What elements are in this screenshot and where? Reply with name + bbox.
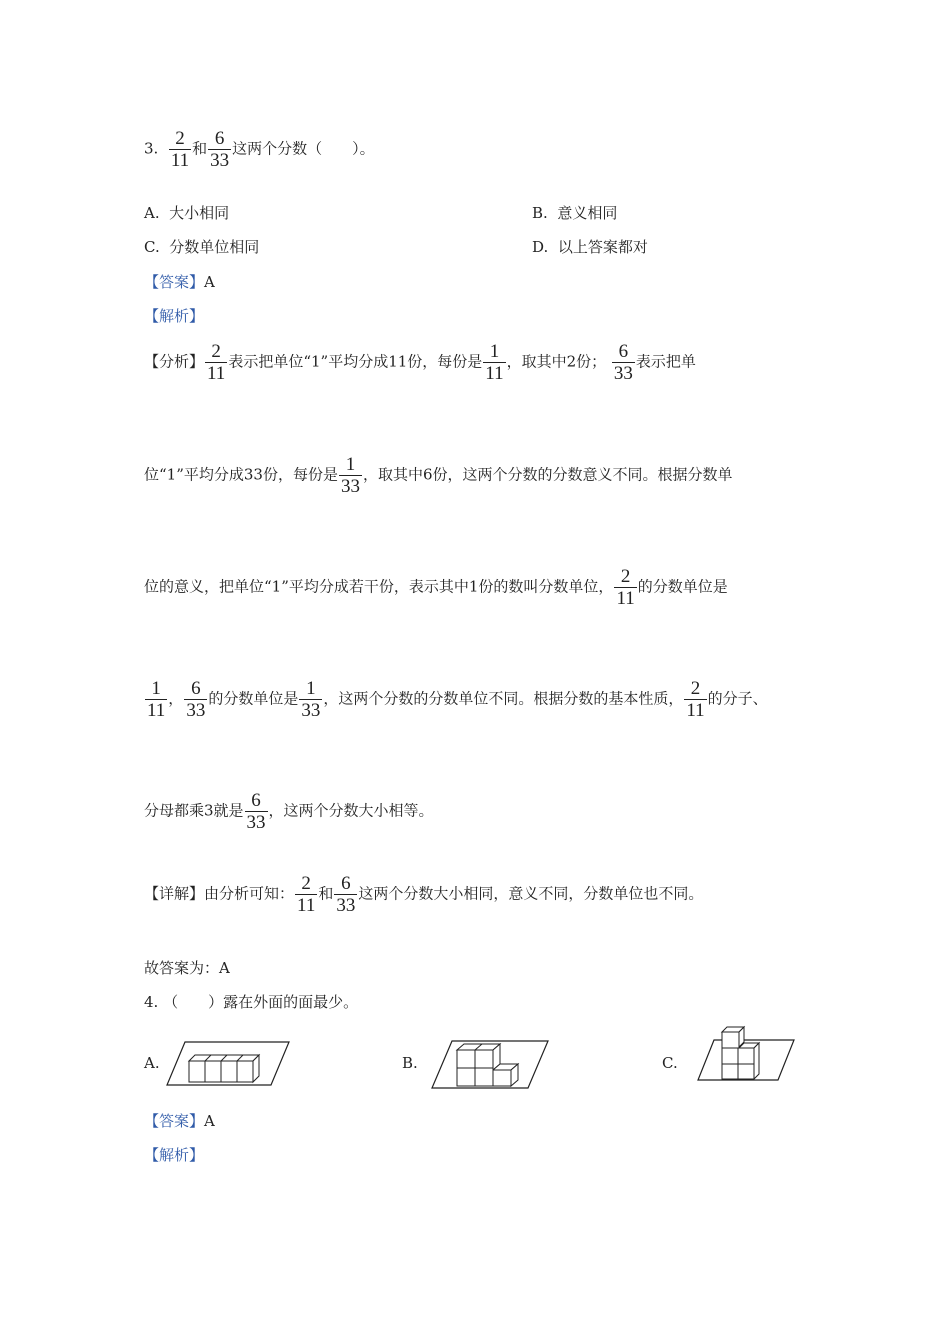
q3-analysis-line5: 分母都乘3就是 $\frac{6}{33}$ ，这两个分数大小相等。 — [144, 790, 434, 833]
q3-option-a[interactable]: A. 大小相同 — [144, 204, 230, 222]
q4-figure-b — [430, 1038, 552, 1092]
q3-option-c[interactable]: C. 分数单位相同 — [144, 238, 260, 256]
q3-detail: 【详解】由分析可知： $\frac{2}{11}$ 和 $\frac{6}{33}$ 这两个分数大小相同，意义不同，分数单位也不同。 — [144, 873, 704, 916]
fraction: $\frac{6}{33}$ — [246, 790, 266, 833]
q4-option-c-label[interactable]: C. — [662, 1054, 678, 1072]
fraction: $\frac{1}{33}$ — [340, 454, 360, 497]
fraction: $\frac{6}{33}$ — [186, 678, 206, 721]
fraction: $\frac{2}{11}$ — [170, 128, 190, 171]
fraction: $\frac{1}{33}$ — [301, 678, 321, 721]
q3-jiexi: 【解析】 — [144, 307, 205, 325]
q4-option-a-label[interactable]: A. — [144, 1054, 160, 1072]
fraction: $\frac{6}{33}$ — [613, 341, 633, 384]
q3-number: 3. — [144, 139, 159, 158]
q4-option-b-label[interactable]: B. — [402, 1054, 418, 1072]
fraction: $\frac{1}{11}$ — [147, 678, 166, 721]
q3-option-b[interactable]: B. 意义相同 — [532, 204, 618, 222]
q3-answer: 【答案】A — [144, 273, 215, 291]
fraction: $\frac{2}{11}$ — [686, 678, 705, 721]
q4-answer: 【答案】A — [144, 1112, 215, 1130]
fraction: $\frac{6}{33}$ — [336, 873, 356, 916]
q3-conclusion: 故答案为：A — [144, 959, 230, 977]
fraction: $\frac{6}{33}$ — [210, 128, 230, 171]
q3-analysis-line1: 【分析】 $\frac{2}{11}$ 表示把单位“1”平均分成11份，每份是 $\frac{1}{11}$ ，取其中2份； $\frac{6}{33}$ 表示把单 — [144, 341, 696, 384]
fraction: $\frac{2}{11}$ — [616, 566, 635, 609]
fraction: $\frac{2}{11}$ — [207, 341, 226, 384]
fraction: $\frac{2}{11}$ — [297, 873, 316, 916]
q4-figure-a — [165, 1040, 295, 1088]
q3-analysis-line4: $\frac{1}{11}$ ， $\frac{6}{33}$ 的分数单位是 $\frac{1}{33}$ ，这两个分数的分数单位不同。根据分数的基本性质， $\frac{2}{11}$ 的分子、 — [147, 678, 768, 721]
q3-analysis-line2: 位“1”平均分成33份，每份是 $\frac{1}{33}$ ，取其中6份，这两个分数的分数意义不同。根据分数单 — [144, 454, 733, 497]
q4-jiexi: 【解析】 — [144, 1146, 205, 1164]
q3-option-d[interactable]: D. 以上答案都对 — [532, 238, 648, 256]
q3-analysis-line3: 位的意义，把单位“1”平均分成若干份，表示其中1份的数叫分数单位， $\frac{2}{11}$ 的分数单位是 — [144, 566, 728, 609]
q3-stem: 3. $\frac{2}{11}$ 和 $\frac{6}{33}$ 这两个分数（ ）。 — [144, 128, 375, 171]
q3-stem-text: 这两个分数（ ）。 — [232, 139, 375, 158]
fraction: $\frac{1}{11}$ — [485, 341, 504, 384]
q4-stem: 4. （ ）露在外面的面最少。 — [144, 993, 359, 1011]
q4-figure-c — [694, 1024, 798, 1082]
